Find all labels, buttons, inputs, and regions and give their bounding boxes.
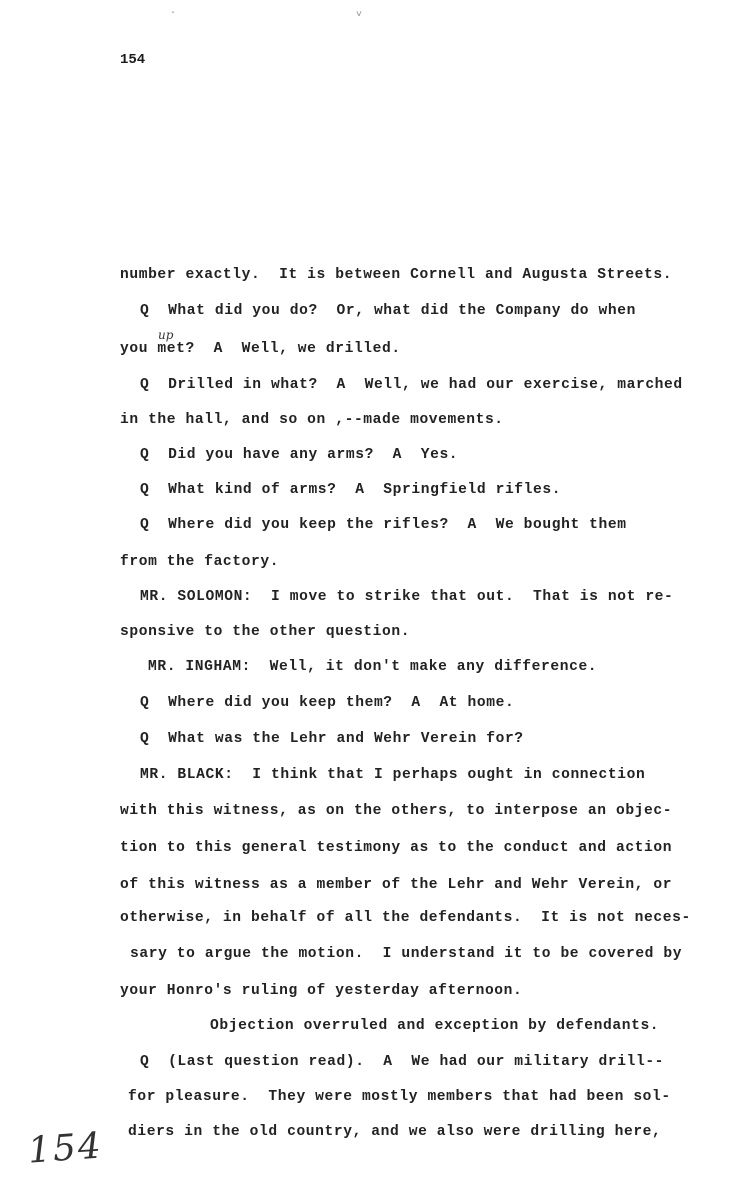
text-line: number exactly. It is between Cornell and Augusta Streets. bbox=[120, 267, 673, 283]
text-line: tion to this general testimony as to the conduct and action bbox=[120, 840, 673, 856]
handwritten-page-number: 154 bbox=[26, 1125, 105, 1172]
scan-speck: · bbox=[170, 8, 177, 19]
text-line: sponsive to the other question. bbox=[120, 624, 411, 640]
text-line: Q What kind of arms? A Springfield rifles. bbox=[140, 482, 562, 498]
text-line: MR. INGHAM: Well, it don't make any difference. bbox=[148, 659, 598, 675]
text-line: Q What was the Lehr and Wehr Verein for? bbox=[140, 731, 524, 747]
page-number: 154 bbox=[120, 52, 146, 68]
text-line: in the hall, and so on ,--made movements. bbox=[120, 412, 504, 428]
text-line: otherwise, in behalf of all the defendants. It is not neces- bbox=[120, 910, 691, 926]
handwritten-correction: up bbox=[158, 328, 174, 342]
text-line: Q Drilled in what? A Well, we had our exercise, marched bbox=[140, 377, 683, 393]
text-line: from the factory. bbox=[120, 554, 280, 570]
text-line: Q What did you do? Or, what did the Company do when bbox=[140, 303, 636, 319]
text-line: MR. BLACK: I think that I perhaps ought in connection bbox=[140, 767, 646, 783]
text-line: sary to argue the motion. I understand it to be covered by bbox=[130, 946, 683, 962]
text-line: you met? A Well, we drilled. bbox=[120, 341, 401, 357]
text-line: of this witness as a member of the Lehr and Wehr Verein, or bbox=[120, 877, 673, 893]
scan-speck: ˅ bbox=[356, 10, 363, 21]
text-line: Q (Last question read). A We had our military drill-- bbox=[140, 1054, 665, 1070]
text-line: with this witness, as on the others, to interpose an objec- bbox=[120, 803, 673, 819]
text-line: your Honro's ruling of yesterday afternoon. bbox=[120, 983, 523, 999]
text-line: diers in the old country, and we also were drilling here, bbox=[128, 1124, 662, 1140]
text-line: Q Where did you keep them? A At home. bbox=[140, 695, 515, 711]
text-line: Q Did you have any arms? A Yes. bbox=[140, 447, 459, 463]
text-line: Objection overruled and exception by defendants. bbox=[210, 1018, 660, 1034]
text-line: MR. SOLOMON: I move to strike that out. That is not re- bbox=[140, 589, 674, 605]
text-line: for pleasure. They were mostly members that had been sol- bbox=[128, 1089, 671, 1105]
text-line: Q Where did you keep the rifles? A We bought them bbox=[140, 517, 627, 533]
